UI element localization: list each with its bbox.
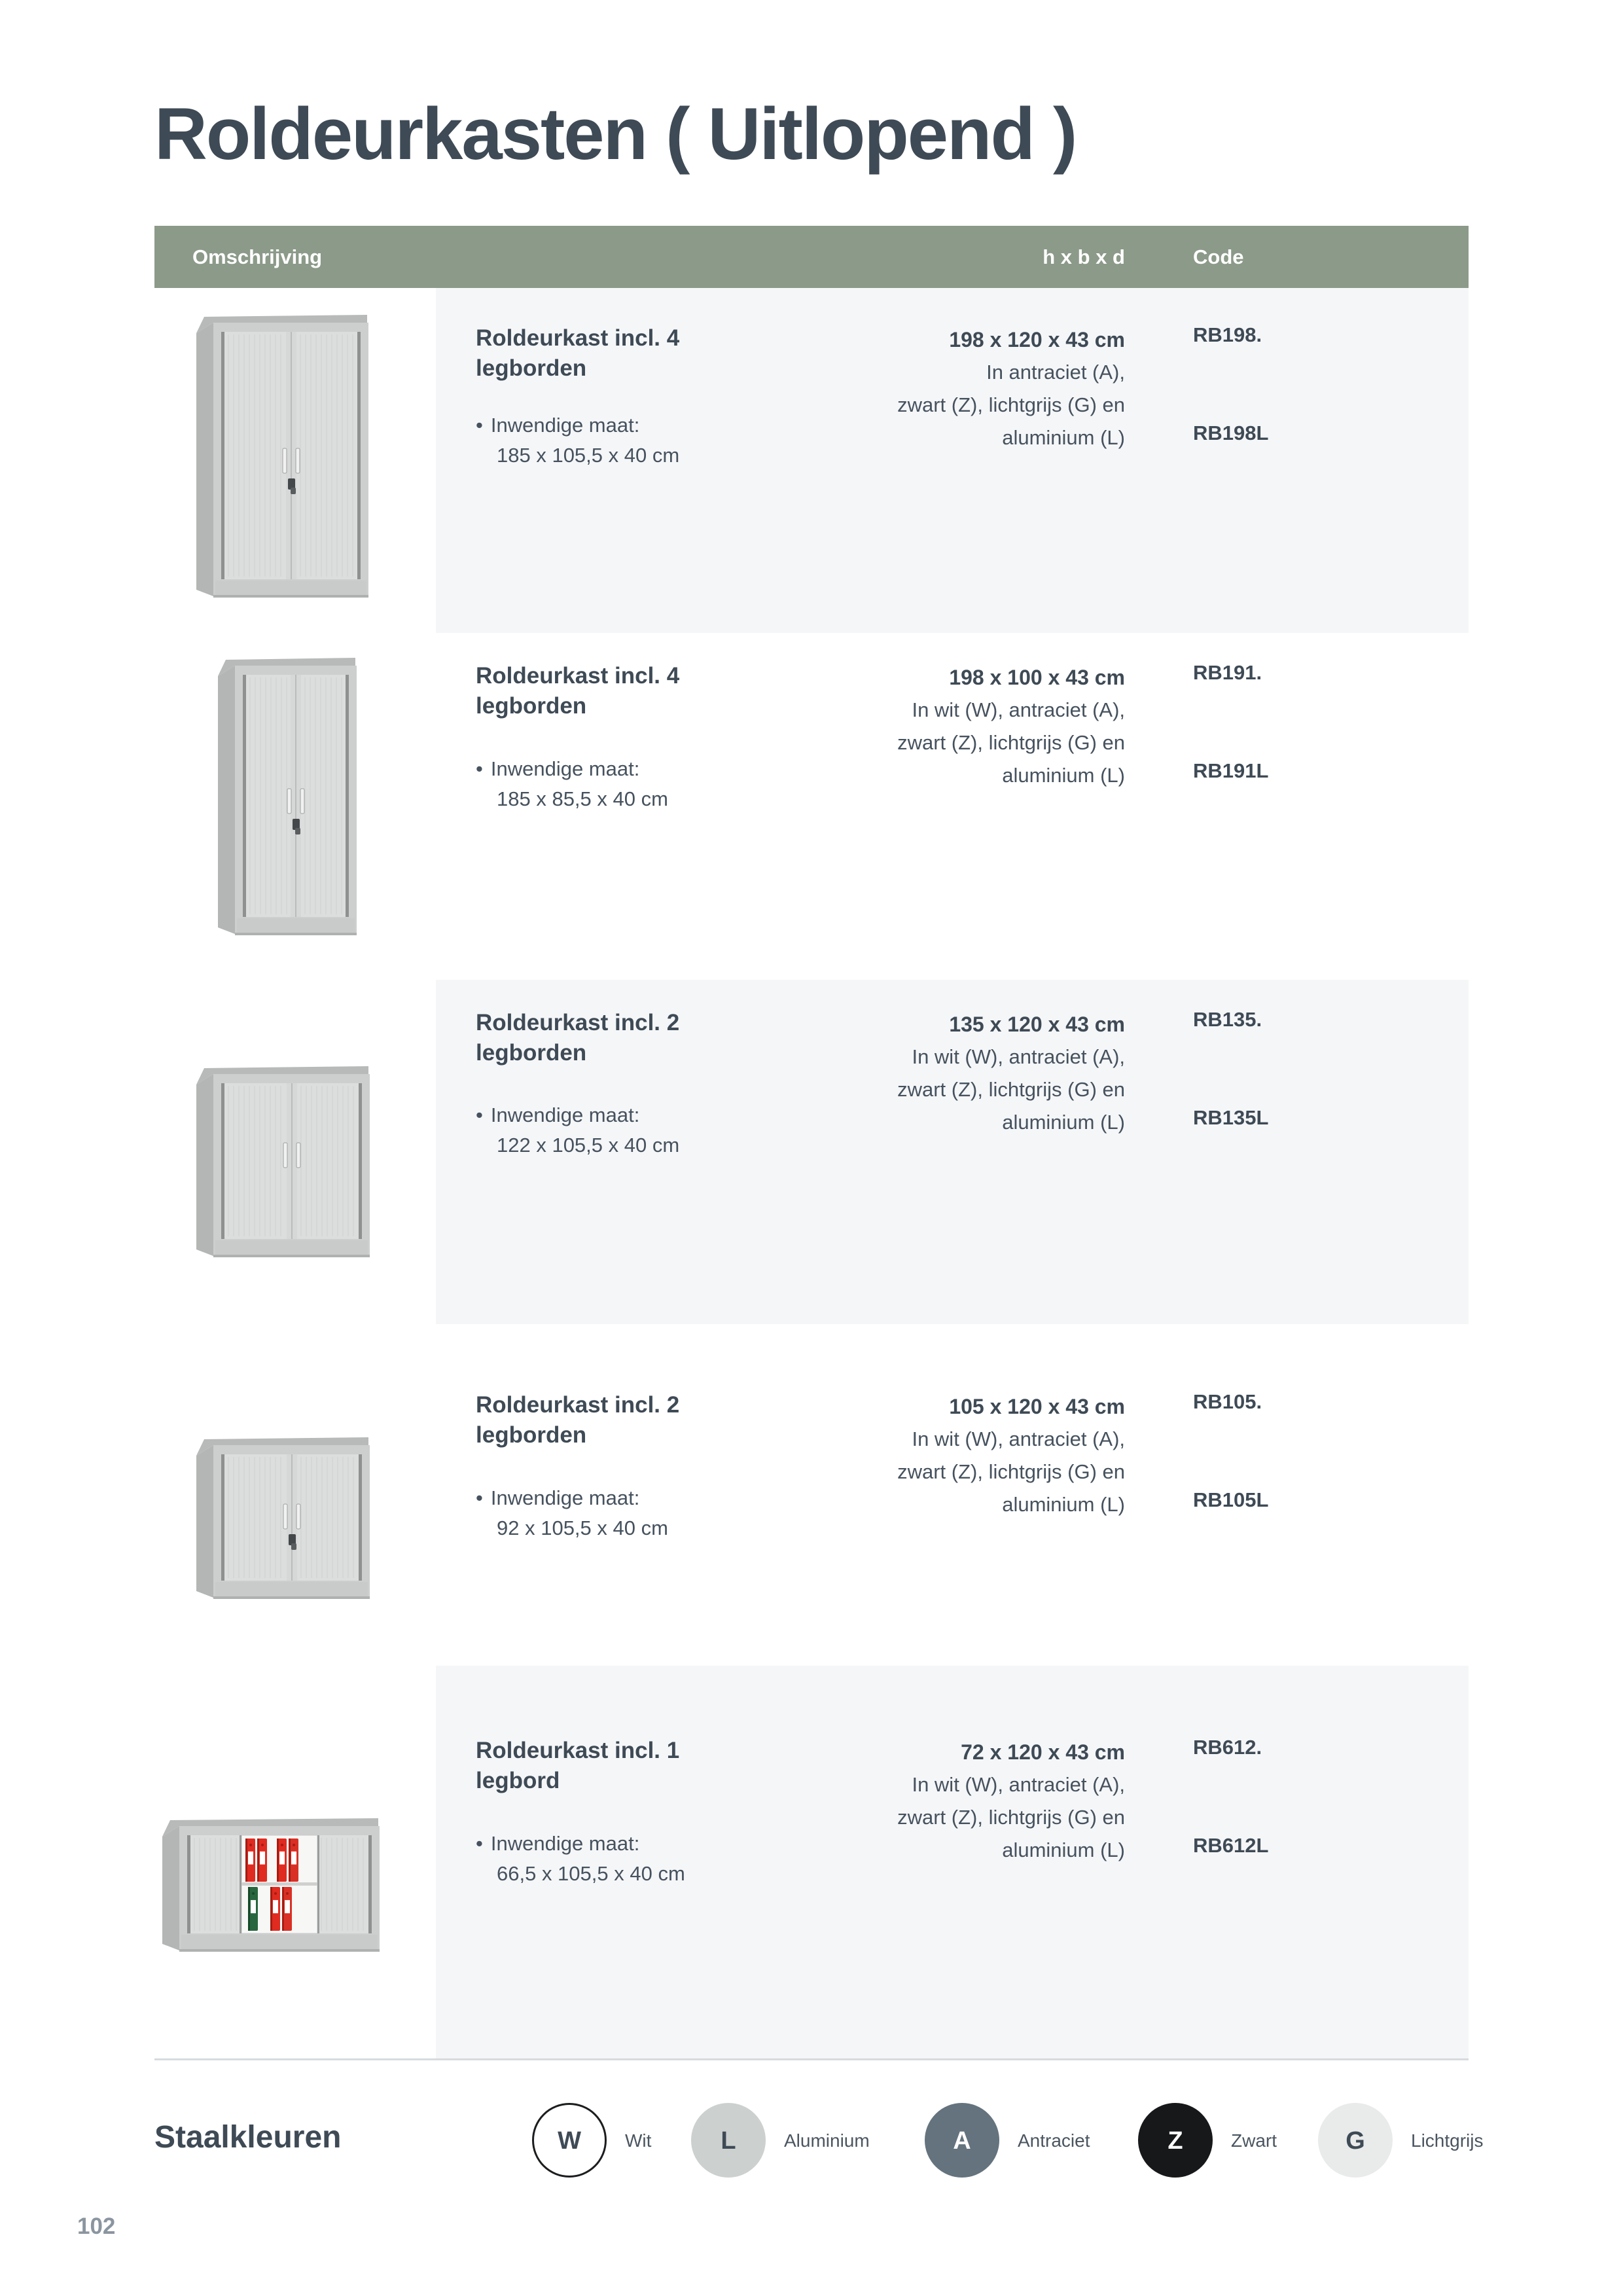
column-header-description: Omschrijving: [192, 245, 323, 268]
product-bullet: [476, 1831, 639, 1857]
color-swatch-label: Lichtgrijs: [1411, 2130, 1484, 2151]
product-code-alt: RB135L: [1193, 1106, 1269, 1129]
product-bullet: [476, 756, 639, 782]
color-options-line: aluminium (L): [1002, 1111, 1125, 1134]
color-options-line: In wit (W), antraciet (A),: [912, 698, 1125, 721]
product-code-primary: RB191.: [1193, 661, 1262, 684]
swatch-letter: L: [721, 2127, 736, 2155]
swatch-letter: Z: [1168, 2127, 1183, 2155]
bullet-label: Inwendige maat:: [490, 1832, 640, 1855]
product-title: Roldeurkast incl. 1 legbord: [476, 1738, 680, 1793]
color-swatch-label: Antraciet: [1018, 2130, 1090, 2151]
product-title: Roldeurkast incl. 4 legborden: [476, 663, 680, 719]
bullet-dot: •: [476, 1103, 483, 1126]
color-options-line: aluminium (L): [1002, 426, 1125, 449]
bullet-label: Inwendige maat:: [490, 1103, 640, 1126]
color-options-line: aluminium (L): [1002, 764, 1125, 787]
color-swatch-label: Wit: [625, 2130, 652, 2151]
product-code-primary: RB135.: [1193, 1008, 1262, 1031]
color-options-line: aluminium (L): [1002, 1839, 1125, 1861]
color-options-line: In wit (W), antraciet (A),: [912, 1773, 1125, 1796]
page-number: 102: [77, 2214, 116, 2239]
bullet-label: Inwendige maat:: [490, 414, 640, 437]
color-options-line: zwart (Z), lichtgrijs (G) en: [897, 731, 1125, 754]
product-image-roller-cabinet: [196, 315, 368, 600]
product-image-roller-cabinet: [196, 1437, 370, 1602]
bullet-dot: •: [476, 1832, 483, 1855]
dimension-size: 105 x 120 x 43 cm: [949, 1395, 1125, 1418]
column-header-code: Code: [1193, 245, 1244, 268]
swatch-letter: A: [953, 2127, 971, 2155]
swatch-letter: W: [558, 2127, 581, 2155]
color-options-line: In wit (W), antraciet (A),: [912, 1045, 1125, 1068]
product-image-roller-cabinet: [218, 658, 357, 938]
product-title: Roldeurkast incl. 4 legborden: [476, 325, 680, 381]
product-bullet: [476, 412, 639, 439]
color-swatch-lichtgrijs: [1318, 2103, 1393, 2178]
dimension-size: 72 x 120 x 43 cm: [961, 1740, 1125, 1764]
column-header-dimensions: h x b x d: [1043, 245, 1125, 268]
bullet-label: Inwendige maat:: [490, 757, 640, 780]
product-dimensions: [824, 1736, 1125, 1867]
color-swatch-wit: [532, 2103, 607, 2178]
product-code-alt: RB105L: [1193, 1488, 1269, 1511]
product-code-alt: RB198L: [1193, 422, 1269, 444]
product-dimensions: [824, 661, 1125, 792]
color-options-line: In wit (W), antraciet (A),: [912, 1427, 1125, 1450]
product-title: Roldeurkast incl. 2 legborden: [476, 1392, 680, 1448]
product-inner-size: 122 x 105,5 x 40 cm: [497, 1134, 680, 1157]
color-swatch-label: Aluminium: [784, 2130, 870, 2151]
color-swatch-label: Zwart: [1231, 2130, 1277, 2151]
product-code-primary: RB198.: [1193, 323, 1262, 346]
bullet-dot: •: [476, 1486, 483, 1509]
product-inner-size: 185 x 85,5 x 40 cm: [497, 787, 668, 810]
color-options-line: zwart (Z), lichtgrijs (G) en: [897, 1078, 1125, 1101]
product-image-roller-cabinet: [196, 1066, 370, 1260]
bullet-label: Inwendige maat:: [490, 1486, 640, 1509]
color-swatch-antraciet: [925, 2103, 999, 2178]
color-options-line: aluminium (L): [1002, 1493, 1125, 1516]
dimension-size: 198 x 120 x 43 cm: [949, 328, 1125, 351]
steel-colors-heading: Staalkleuren: [154, 2120, 342, 2155]
page-title: Roldeurkasten ( Uitlopend ): [154, 93, 1077, 175]
swatch-letter: G: [1346, 2127, 1365, 2155]
section-divider: [154, 2058, 1469, 2060]
color-options-line: In antraciet (A),: [986, 361, 1125, 384]
product-dimensions: [824, 323, 1125, 454]
product-code-alt: RB191L: [1193, 759, 1269, 782]
product-inner-size: 185 x 105,5 x 40 cm: [497, 444, 680, 467]
table-header-bar: [154, 226, 1469, 288]
product-code-primary: RB612.: [1193, 1736, 1262, 1759]
color-swatch-zwart: [1138, 2103, 1213, 2178]
color-swatch-aluminium: [691, 2103, 766, 2178]
product-title: Roldeurkast incl. 2 legborden: [476, 1010, 680, 1066]
product-code-alt: RB612L: [1193, 1834, 1269, 1857]
product-inner-size: 66,5 x 105,5 x 40 cm: [497, 1862, 685, 1885]
product-dimensions: [824, 1008, 1125, 1139]
dimension-size: 198 x 100 x 43 cm: [949, 666, 1125, 689]
color-options-line: zwart (Z), lichtgrijs (G) en: [897, 1460, 1125, 1483]
bullet-dot: •: [476, 757, 483, 780]
product-inner-size: 92 x 105,5 x 40 cm: [497, 1516, 668, 1539]
product-code-primary: RB105.: [1193, 1390, 1262, 1413]
product-image-roller-cabinet: [162, 1818, 380, 1954]
product-bullet: [476, 1485, 639, 1511]
color-options-line: zwart (Z), lichtgrijs (G) en: [897, 393, 1125, 416]
dimension-size: 135 x 120 x 43 cm: [949, 1013, 1125, 1036]
bullet-dot: •: [476, 414, 483, 437]
product-bullet: [476, 1102, 639, 1128]
product-dimensions: [824, 1390, 1125, 1521]
color-options-line: zwart (Z), lichtgrijs (G) en: [897, 1806, 1125, 1829]
